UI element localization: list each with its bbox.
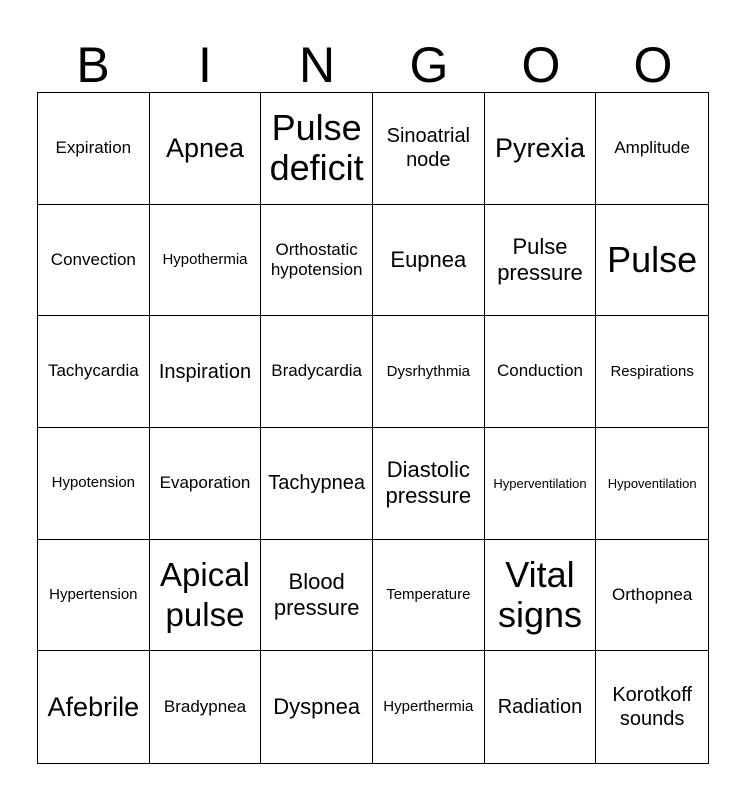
bingo-cell[interactable]: Bradycardia bbox=[261, 316, 373, 428]
bingo-cell[interactable]: Vital signs bbox=[485, 540, 597, 652]
bingo-cell[interactable]: Pulse bbox=[596, 205, 708, 317]
bingo-cell[interactable]: Apical pulse bbox=[150, 540, 262, 652]
bingo-cell[interactable]: Pulse deficit bbox=[261, 93, 373, 205]
bingo-cell[interactable]: Respirations bbox=[596, 316, 708, 428]
bingo-cell[interactable]: Korotkoff sounds bbox=[612, 684, 692, 731]
bingo-cell[interactable]: Expiration bbox=[38, 93, 150, 205]
bingo-cell[interactable]: Diastolic pressure bbox=[373, 428, 485, 540]
bingo-cell[interactable]: Convection bbox=[38, 205, 150, 317]
bingo-cell[interactable]: Hyperventilation bbox=[485, 428, 597, 540]
bingo-cell[interactable]: Orthostatic hypotension bbox=[261, 205, 373, 317]
bingo-cell[interactable]: Tachycardia bbox=[38, 316, 150, 428]
bingo-cell[interactable]: Bradypnea bbox=[150, 651, 262, 763]
bingo-cell[interactable]: Afebrile bbox=[38, 651, 150, 763]
bingo-cell[interactable]: Apnea bbox=[150, 93, 262, 205]
bingo-cell[interactable]: Hypotension bbox=[38, 428, 150, 540]
bingo-cell[interactable]: Amplitude bbox=[596, 93, 708, 205]
bingo-cell[interactable]: Pyrexia bbox=[485, 93, 597, 205]
bingo-cell[interactable]: Sinoatrial node bbox=[373, 93, 485, 205]
header-letter-o-second: O bbox=[633, 37, 673, 93]
bingo-cell[interactable]: Temperature bbox=[373, 540, 485, 652]
bingo-cell[interactable]: Hypertension bbox=[38, 540, 150, 652]
bingo-cell[interactable]: Conduction bbox=[485, 316, 597, 428]
bingo-cell[interactable]: Hypoventilation bbox=[596, 428, 708, 540]
bingo-cell[interactable]: Tachypnea bbox=[261, 428, 373, 540]
header-letter-i: I bbox=[198, 37, 212, 93]
header-letter-b: B bbox=[76, 37, 110, 93]
bingo-cell[interactable]: Dysrhythmia bbox=[373, 316, 485, 428]
bingo-board bbox=[37, 92, 709, 764]
bingo-cell[interactable]: Hypothermia bbox=[150, 205, 262, 317]
bingo-cell[interactable]: Radiation bbox=[485, 651, 597, 763]
bingo-cell[interactable]: Evaporation bbox=[150, 428, 262, 540]
bingo-cell[interactable]: Blood pressure bbox=[261, 540, 373, 652]
bingo-header bbox=[37, 36, 709, 94]
bingo-cell[interactable]: Eupnea bbox=[373, 205, 485, 317]
bingo-cell[interactable]: Hyperthermia bbox=[373, 651, 485, 763]
header-letter-n: N bbox=[298, 37, 336, 93]
bingo-cell[interactable]: Dyspnea bbox=[261, 651, 373, 763]
bingo-cell[interactable]: Orthopnea bbox=[596, 540, 708, 652]
header-letter-o: O bbox=[521, 37, 561, 93]
header-letter-g: G bbox=[409, 37, 449, 93]
bingo-cell[interactable]: Pulse pressure bbox=[485, 205, 597, 317]
bingo-cell[interactable]: Inspiration bbox=[150, 316, 262, 428]
